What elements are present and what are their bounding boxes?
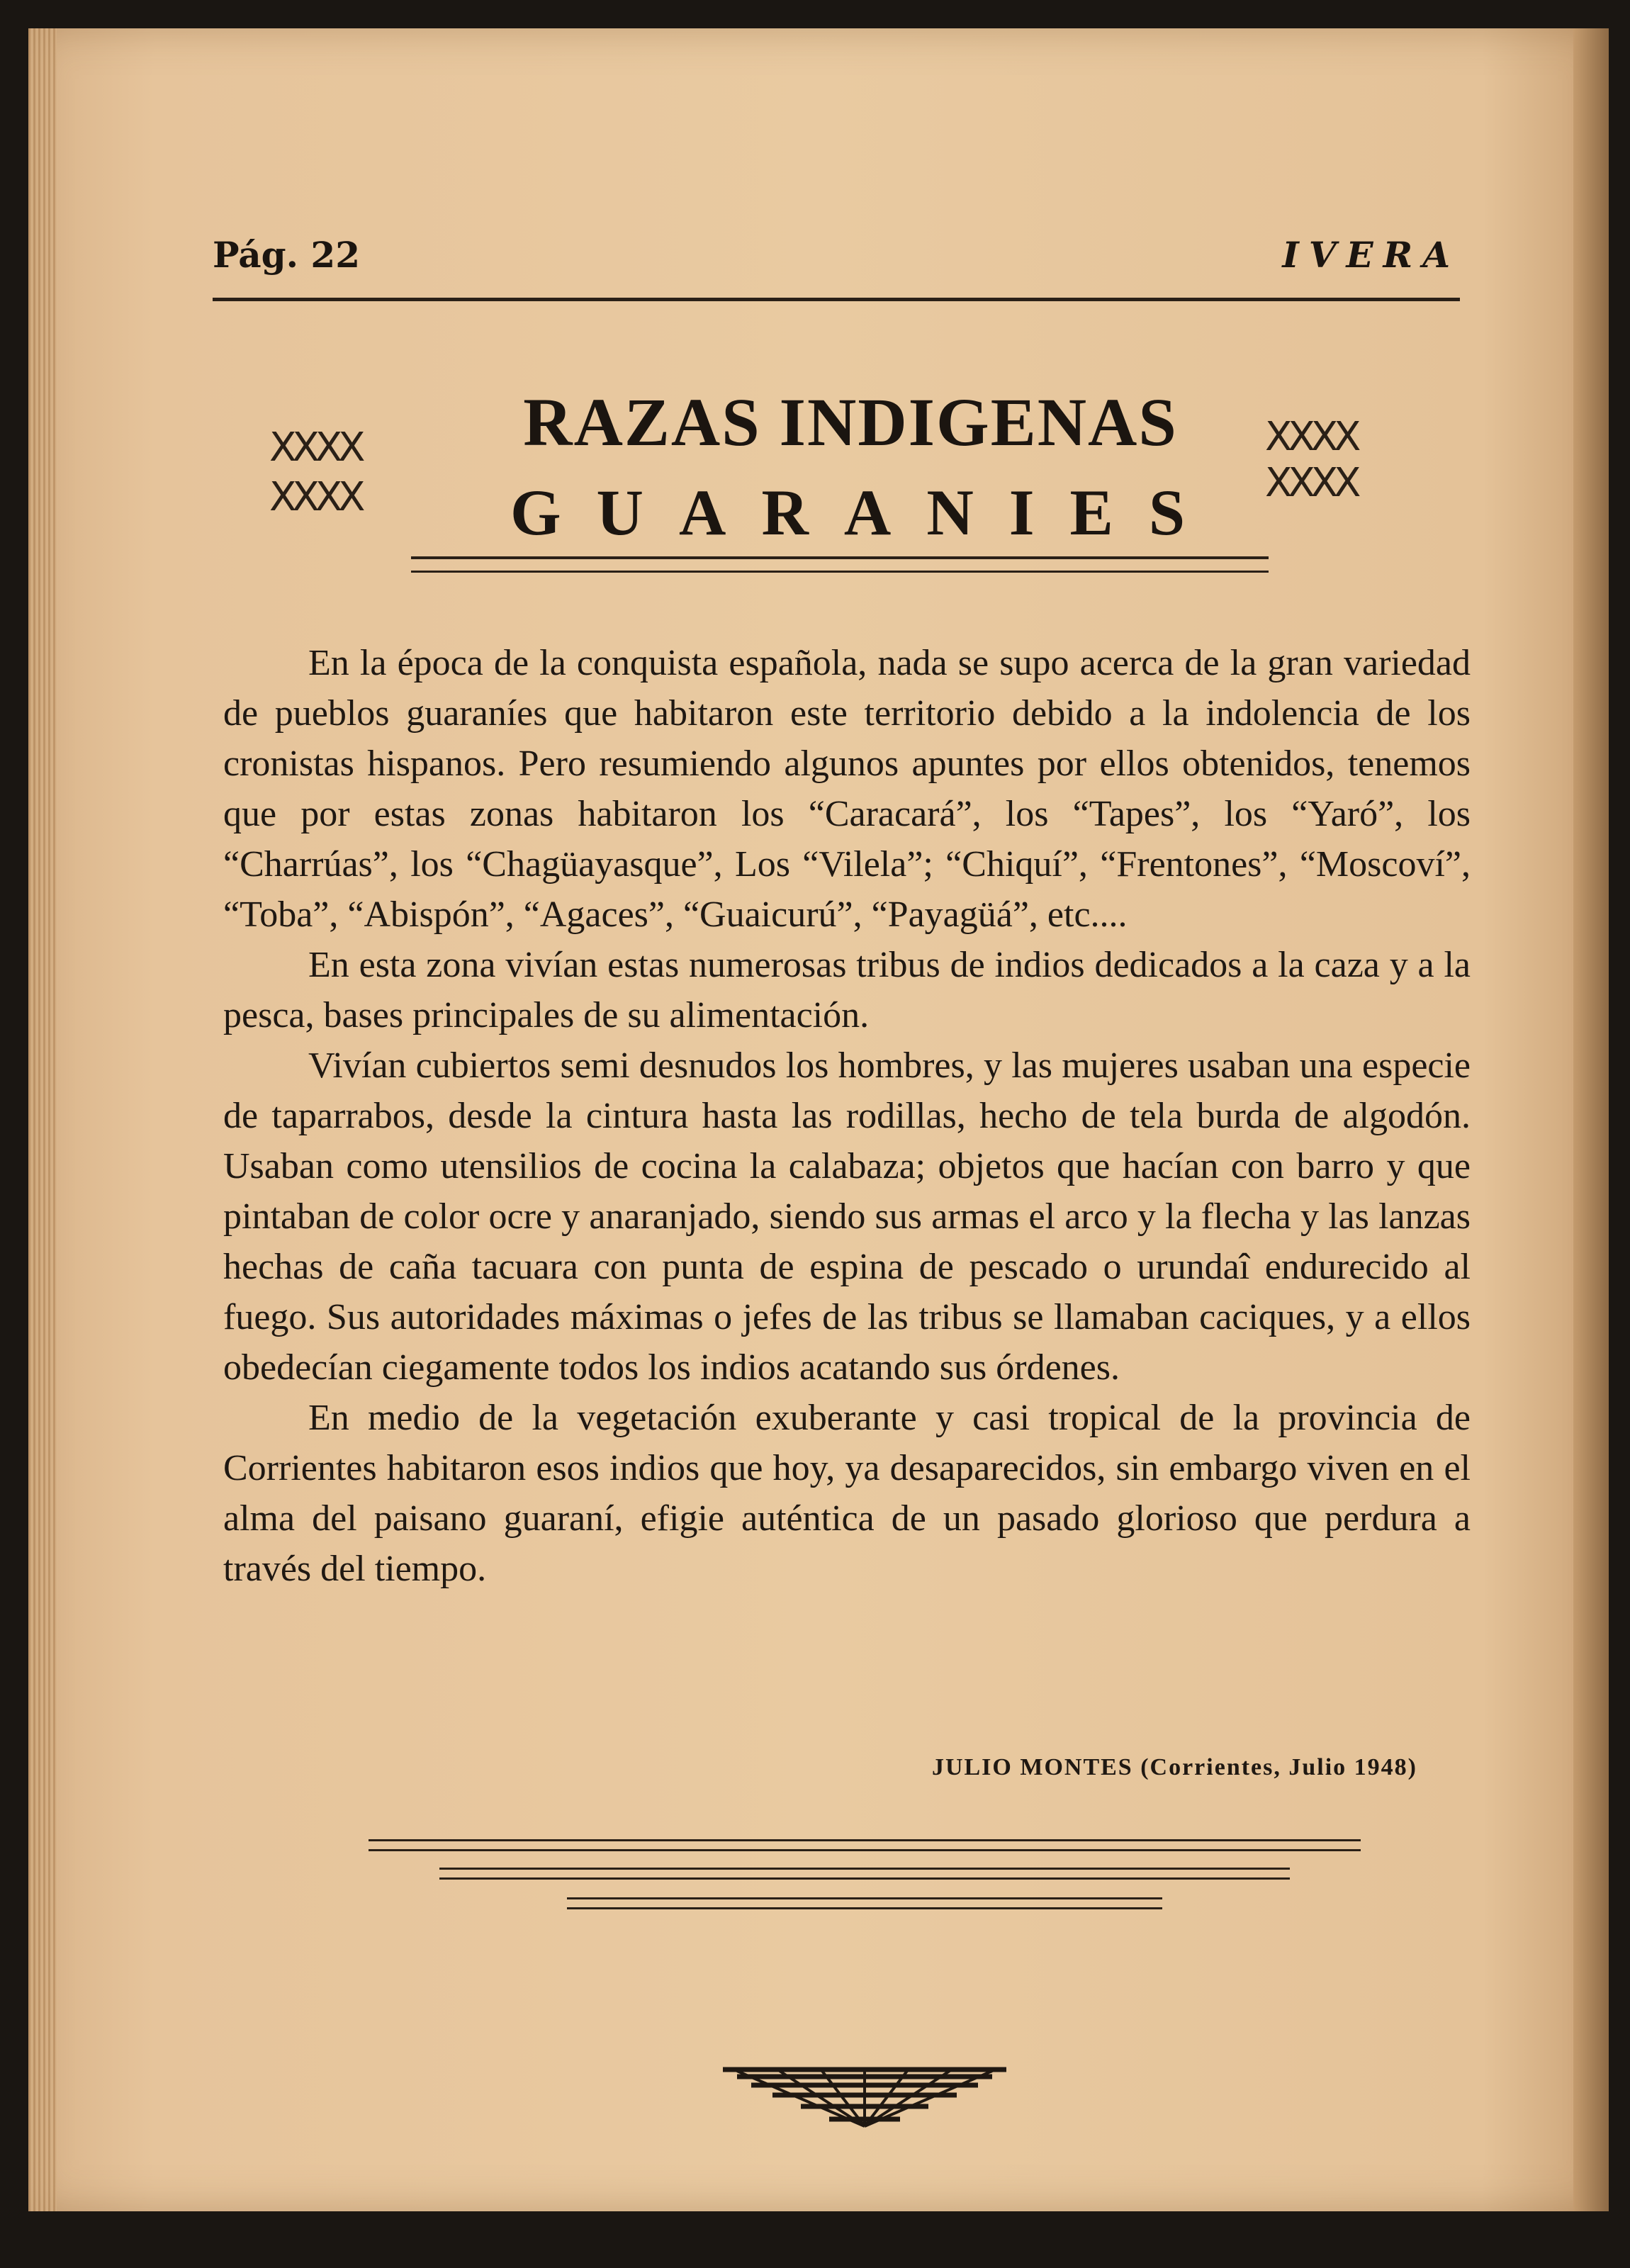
paragraph-4: En medio de la vegetación exuberante y casi tropical de la provincia de Corrientes habitaron esos indios que hoy, ya desaparecidos, sin embargo viven en el alma del paisano guaraní, efigie auténtica de un pasado glorioso que perdura a través del tiempo. [223, 1398, 1471, 1589]
article-title-line1: RAZAS INDIGENAS [523, 384, 1178, 460]
title-double-rule [411, 556, 1269, 573]
paragraph-3: Vivían cubiertos semi desnudos los hombres, y las mujeres usaban una especie de taparrabos, desde la cintura hasta las rodillas, hecho de tela burda de algodón. Usaban como utensilios de cocina la calabaza; objetos que hacían con barro y que pintaban de color ocre y anaranjado, siendo sus armas el arco y la flecha y las lanzas hechas de caña tacuara con punta de espina de pescado o urundaî endurecido al fuego. Sus autoridades máximas o jefes de las tribus se llamaban caciques, y a ellos obedecían ciegamente todos los indios acatando sus órdenes. [223, 1045, 1471, 1388]
paragraph-2: En esta zona vivían estas numerosas tribus de indios dedicados a la caza y a la pesca, bases principales de su alimentación. [223, 945, 1471, 1035]
running-head [213, 227, 1460, 305]
page-number: Pág. 22 [213, 234, 361, 276]
fan-ornament-icon [369, 2055, 1361, 2140]
header-rule [213, 298, 1460, 301]
paragraph-1: En la época de la conquista española, nada se supo acerca de la gran variedad de pueblos guaraníes que habitaron este territorio debido a la indolencia de los cronistas hispanos. Pero resumiendo algunos apuntes por ellos obtenidos, tenemos que por estas zonas habitaron los “Caracará”, los “Tapes”, los “Yaró”, los “Charrúas”, los “Chagüayasque”, Los “Vilela”; “Chiquí”, “Frentones”, “Moscoví”, “Toba”, “Abispón”, “Agaces”, “Guaicurú”, “Payagüá”, etc.... [223, 643, 1471, 935]
ornament-right-top: XXXX [1265, 414, 1357, 460]
magazine-title: IVERA [1282, 234, 1460, 276]
bottom-rules [369, 1839, 1361, 1924]
book-spine [1573, 28, 1609, 2211]
author-signature: JULIO MONTES (Corrientes, Julio 1948) [931, 1754, 1417, 1780]
ornament-right-bottom: XXXX [1265, 460, 1357, 506]
article-title-line2: GUARANIES [510, 476, 1221, 549]
ornament-left-top: XXXX [269, 425, 361, 471]
ornament-left-bottom: XXXX [269, 474, 361, 520]
page-edge [28, 28, 57, 2211]
article-body [223, 638, 1471, 1594]
